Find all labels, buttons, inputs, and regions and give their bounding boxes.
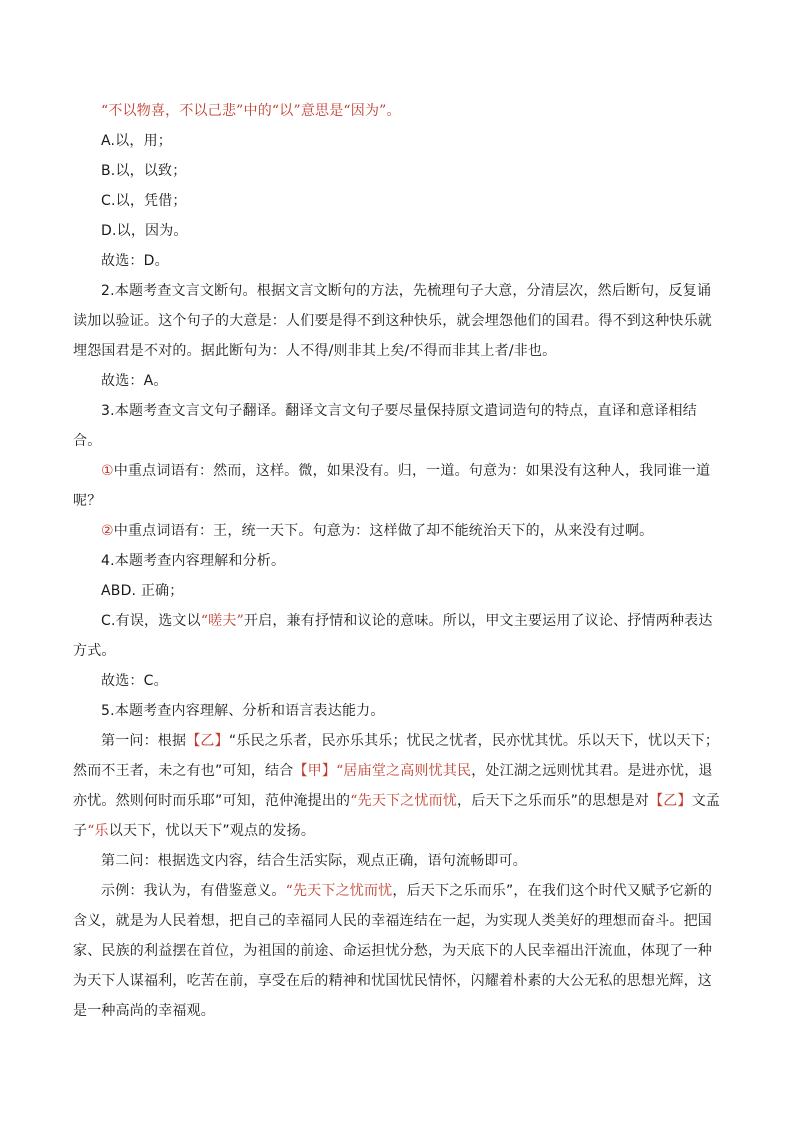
paragraph-q3-analysis: 3.本题考查文言文句子翻译。翻译文言文句子要尽量保持原文遣词造句的特点，直译和意译相结合。 (73, 403, 697, 449)
paragraph-q3-point-1 (73, 456, 723, 516)
paragraph-q3-point-2 (73, 516, 723, 546)
q5-text-l: 以天下，忧以天下”观点的发扬。 (108, 823, 316, 839)
paragraph-answer-2: 故选：A。 (101, 373, 168, 389)
q5-text-h: ，后天下之乐而乐”的思想是对 (457, 793, 650, 809)
paragraph-q5-analysis: 5.本题考查内容理解、分析和语言表达能力。 (101, 703, 385, 719)
paragraph-option-b: B.以，以致； (101, 163, 187, 179)
paragraph-option-d: D.以，因为。 (101, 223, 188, 239)
q5-text-f: ，处江湖之远则忧其君。是进亦忧，退亦忧。然则何时而乐耶”可知，范仲淹提出的 (73, 763, 713, 809)
paragraph-q2-analysis: 2.本题考查文言文断句。根据文言文断句的方法，先梳理句子大意，分清层次，然后断句，反复诵读加以验证。这个句子的大意是：人们要是得不到这种快乐，就会埋怨他们的国君。得不到这种快乐就埋怨国君是不对的。据此断句为：人不得/则非其上矣/不得而非其上者/非也。 (73, 283, 712, 359)
paragraph-q5-part-2: 第二问：根据选文内容，结合生活实际，观点正确，语句流畅即可。 (101, 853, 527, 869)
quote-xiantianxia-2: “先天下之忧而忧 (285, 883, 393, 899)
paragraph-q5-example (73, 876, 723, 1026)
paragraph-answer-4: 故选：C。 (101, 673, 168, 689)
paragraph-option-c: C.以，凭借； (101, 193, 187, 209)
bracket-yi: 【乙】 (186, 733, 229, 749)
quote-xiantianxia: “先天下之忧而忧 (350, 793, 458, 809)
paragraph-q4-c (73, 606, 723, 666)
q5-text-c: “乐民之乐者，民亦乐其乐；忧民之忧者，民亦忧其忧。乐以天下，忧以天下；然而不王者，未之有也”可知，结合 (73, 733, 720, 779)
circled-number-1: ① (101, 463, 114, 479)
quote-jiefu: “嗟夫” (200, 613, 244, 629)
q4-c-text-b: 开启，兼有抒情和议论的意味。所以，甲文主要运用了议论、抒情两种表达方式。 (73, 613, 713, 659)
quote-miaotang: “居庙堂之高则忧其民 (336, 763, 472, 779)
paragraph-option-a: A.以，用； (101, 133, 172, 149)
paragraph-explanation-yi: “不以物喜，不以己悲”中的“以”意思是“因为”。 (101, 103, 401, 119)
paragraph-q4-abd: ABD. 正确； (101, 583, 184, 599)
q3-point-1-text: 中重点词语有：然而，这样。微，如果没有。归，一道。句意为：如果没有这种人，我同谁一道呢？ (73, 463, 711, 509)
q5-text-j: 文孟子 (73, 793, 721, 839)
bracket-jia: 【甲】 (293, 763, 337, 779)
q3-point-2-text: 中重点词语有：王，统一天下。句意为：这样做了却不能统治天下的，从来没有过啊。 (113, 523, 654, 539)
quote-le: “乐 (87, 823, 109, 839)
example-text-a: 示例：我认为，有借鉴意义。 (101, 883, 286, 899)
q5-text-a: 第一问：根据 (101, 733, 187, 749)
paragraph-q5-part-1 (73, 726, 723, 846)
circled-number-2: ② (101, 523, 114, 539)
q4-c-text-a: C.有误，选文以 (101, 613, 201, 629)
paragraph-answer-1: 故选：D。 (101, 253, 169, 269)
paragraph-q4-analysis: 4.本题考查内容理解和分析。 (101, 553, 286, 569)
example-text-c: ，后天下之乐而乐”，在我们这个时代又赋予它新的含义，就是为人民着想，把自己的幸福同人民的幸福连结在一起，为实现人类美好的理想而奋斗。把国家、民族的利益摆在首位，为祖国的前途、命运担忧分愁，为天底下的人民幸福出汗流血，体现了一种为天下人谋福利，吃苦在前，享受在后的精神和忧国忧民情怀，闪耀着朴素的大公无私的思想光辉，这是一种高尚的幸福观。 (73, 883, 713, 1019)
bracket-yi-2: 【乙】 (649, 793, 692, 809)
document-body (73, 96, 723, 1026)
